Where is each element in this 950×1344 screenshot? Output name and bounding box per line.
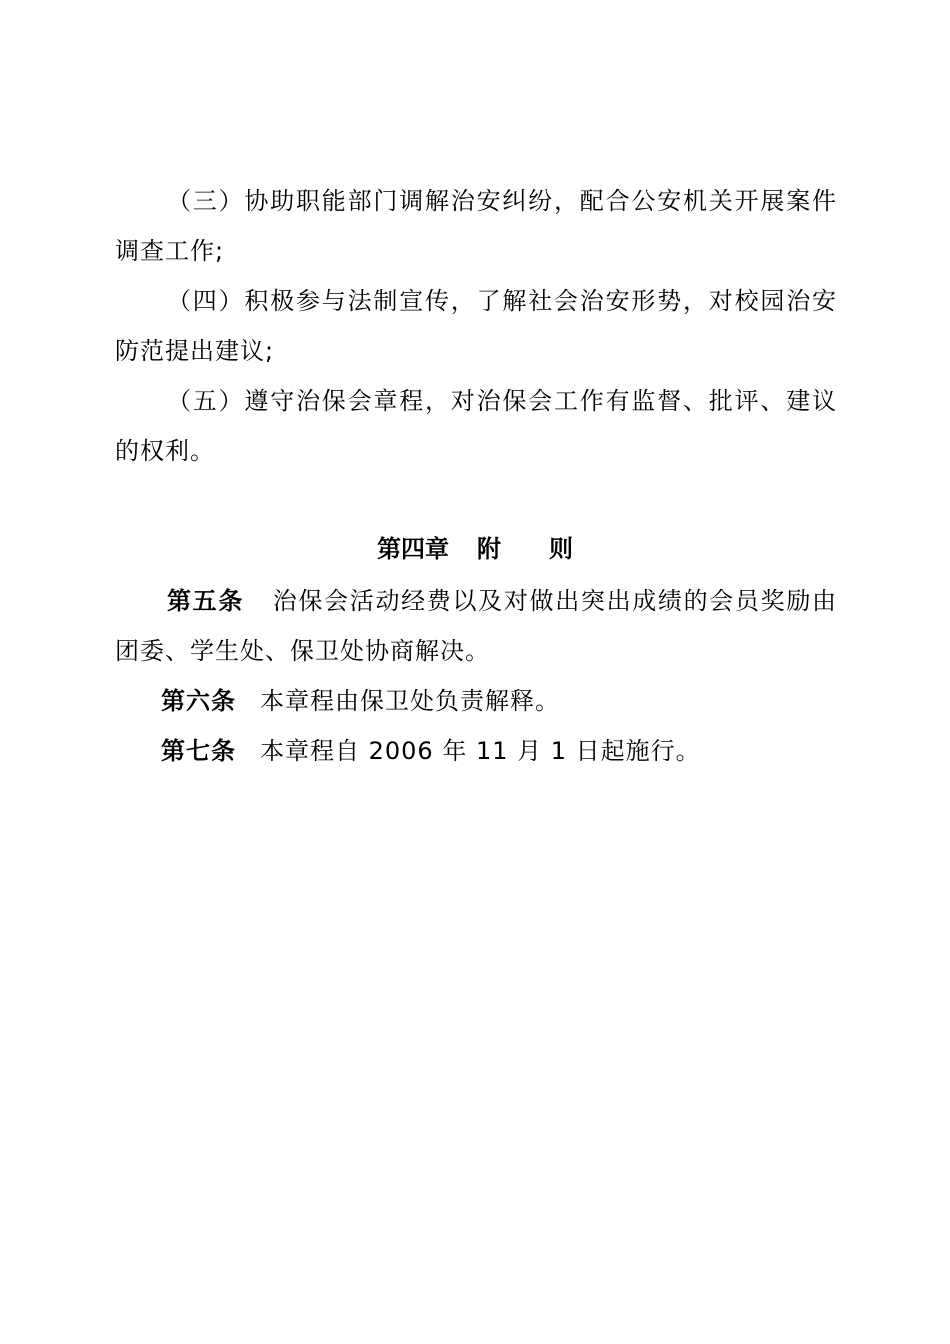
chapter-title-char-1: 附 xyxy=(477,535,501,563)
list-item-5 xyxy=(115,376,837,476)
article-label: 第六条 xyxy=(161,687,236,715)
article-label: 第五条 xyxy=(167,587,245,615)
list-item-text: 遵守治保会章程，对治保会工作有监督、批评、建议的权利。 xyxy=(115,387,838,465)
list-item-label: （三） xyxy=(167,187,245,215)
list-item-4 xyxy=(115,276,837,376)
article-text: 本章程由保卫处负责解释。 xyxy=(260,687,560,715)
chapter-title-char-2: 则 xyxy=(549,535,573,563)
list-item-text: 协助职能部门调解治安纠纷，配合公安机关开展案件调查工作; xyxy=(115,187,838,265)
list-item-label: （四） xyxy=(167,287,245,315)
chapter-number: 第四章 xyxy=(377,535,449,563)
list-item-3 xyxy=(115,176,837,276)
article-7 xyxy=(115,726,837,776)
articles-block xyxy=(115,576,837,776)
article-5 xyxy=(115,576,837,676)
article-text: 本章程自 2006 年 11 月 1 日起施行。 xyxy=(260,737,701,765)
list-items-block xyxy=(115,176,837,476)
chapter-heading xyxy=(0,524,950,574)
article-label: 第七条 xyxy=(161,737,236,765)
article-6 xyxy=(115,676,837,726)
article-text: 治保会活动经费以及对做出突出成绩的会员奖励由团委、学生处、保卫处协商解决。 xyxy=(115,587,838,665)
list-item-text: 积极参与法制宣传，了解社会治安形势，对校园治安防范提出建议; xyxy=(115,287,838,365)
list-item-label: （五） xyxy=(167,387,245,415)
